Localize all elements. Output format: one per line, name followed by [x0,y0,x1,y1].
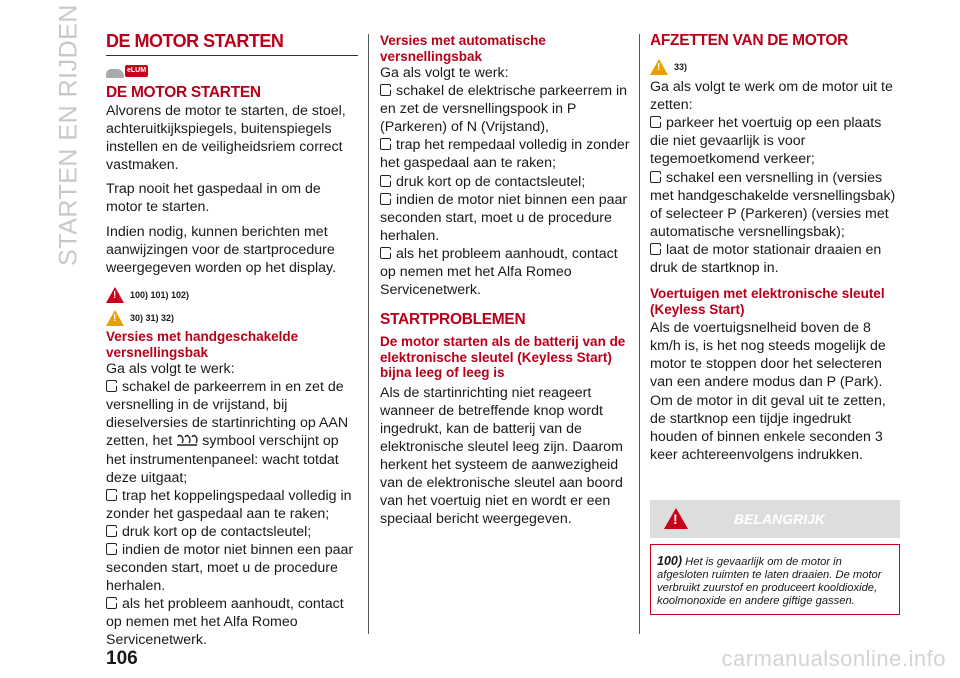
reference-numbers: 33) [674,62,688,72]
reference-numbers: 30) 31) 32) [130,312,175,323]
list-item: schakel de elektrische parkeerrem in en zet de versnellingspook in P (Parkeren) of N (Vrijstand), [380,83,628,136]
paragraph: Ga als volgt te werk om de motor uit te zetten: [650,79,893,114]
checkbox-bullet-icon [380,138,391,150]
section-heading: AFZETTEN VAN DE MOTOR [650,32,849,49]
checkbox-bullet-icon [106,597,117,609]
subsection-heading: Versies met handgeschakelde versnellingsbak [106,329,299,360]
checkbox-bullet-icon [380,247,391,259]
paragraph: Ga als volgt te werk: [380,65,509,81]
glow-plug-icon [176,434,198,447]
column-divider [368,34,369,634]
section-heading: DE MOTOR STARTEN [106,84,261,101]
caution-reference [106,309,358,327]
section-heading: STARTPROBLEMEN [380,311,526,329]
checkbox-bullet-icon [380,84,391,96]
checkbox-bullet-icon [106,489,117,501]
column-right [650,30,900,615]
warning-label: BELANGRIJK [734,510,826,527]
checkbox-bullet-icon [106,525,117,537]
list-item: parkeer het voertuig op een plaats die niet gevaarlijk is voor tegemoetkomend verkeer; [650,115,882,168]
watermark: carmanualsonline.info [721,646,946,671]
checkbox-bullet-icon [380,193,391,205]
paragraph: Ga als volgt te werk: [106,361,235,378]
list-item: druk kort op de contactsleutel; [380,173,630,191]
warning-triangle-icon [664,508,688,529]
warning-text: Het is gevaarlijk om de motor in afgesloten ruimten te laten draaien. De motor verbruikt zuurstof en produceert kooldioxide, koolmonoxide en andere giftige gassen. [657,555,882,607]
warning-number: 100) [657,553,683,568]
subsection-heading: Voertuigen met elektronische sleutel (Keyless Start) [650,286,885,317]
page-number: 106 [106,648,138,669]
warning-reference [106,286,358,304]
warning-triangle-icon [106,287,124,303]
warning-box [650,544,900,615]
paragraph: Alvorens de motor te starten, de stoel, achteruitkijkspiegels, buitenspiegels instellen en de veiligheidsriem correct vastmaken. [106,103,346,174]
checkbox-bullet-icon [650,243,661,255]
list-item: trap het koppelingspedaal volledig in zonder het gaspedaal aan te raken; [106,487,352,522]
list-item: schakel de parkeerrem in en zet de versnelling in de vrijstand, bij dieselversies de startinrichting op AAN zetten, het symbool verschijnt op het instrumentenpaneel: wacht totdat deze uitgaat; [106,379,349,486]
checkbox-bullet-icon [106,380,117,392]
list-item: schakel een versnelling in (versies met handgeschakelde versnellingsbak) of selecteer P (Parkeren) (versies met automatische versnellingsbak); [650,169,896,240]
section-side-title: STARTEN EN RIJDEN [54,4,83,266]
list-item: als het probleem aanhoudt, contact op nemen met het Alfa Romeo Servicenetwerk. [106,596,344,649]
caution-triangle-icon [650,59,668,75]
elum-indicator [106,64,358,78]
elum-badge: eLUM [125,65,148,77]
paragraph: Als de voertuigsnelheid boven de 8 km/h is, is het nog steeds mogelijk de motor te stoppen door het selecteren van een andere modus dan P (Park). Om de motor in dit geval uit te zetten, de startknop een tijdje ingedrukt houden of binnen enkele seconden 3 keer achtereenvolgens indrukken. [650,320,886,463]
list-item: indien de motor niet binnen een paar seconden start, moet u de procedure herhalen. [106,541,354,595]
column-left [106,30,358,650]
caution-triangle-icon [106,310,124,326]
list-item: laat de motor stationair draaien en druk de startknop in. [650,241,882,277]
car-icon [106,69,124,78]
column-divider [639,34,640,634]
column-middle [380,30,630,528]
checkbox-bullet-icon [650,116,661,128]
paragraph: Als de startinrichting niet reageert wanneer de betreffende knop wordt ingedrukt, kan de batterij van de elektronische sleutel leeg zijn. Daarom herkent het systeem de aanwezigheid van de elektronische sleutel aan boord van het voertuig niet en wordt er een speciaal bericht weergegeven. [380,384,623,528]
page-title: DE MOTOR STARTEN [106,30,358,56]
caution-reference [650,58,900,76]
checkbox-bullet-icon [380,175,391,187]
paragraph: Trap nooit het gaspedaal in om de motor te starten. [106,181,321,216]
warning-box-header [650,500,900,538]
reference-numbers: 100) 101) 102) [130,289,190,300]
checkbox-bullet-icon [650,171,661,183]
list-item: trap het rempedaal volledig in zonder het gaspedaal aan te raken; [380,137,630,172]
list-item: als het probleem aanhoudt, contact op nemen met het Alfa Romeo Servicenetwerk. [380,245,618,299]
checkbox-bullet-icon [106,543,117,555]
list-item: indien de motor niet binnen een paar seconden start, moet u de procedure herhalen. [380,191,628,244]
list-item: druk kort op de contactsleutel; [106,523,358,541]
subsection-heading: De motor starten als de batterij van de elektronische sleutel (Keyless Start) bijna leeg of leeg is [380,334,626,381]
paragraph: Indien nodig, kunnen berichten met aanwijzingen voor de startprocedure weergegeven worden op het display. [106,223,337,276]
subsection-heading: Versies met automatische versnellingsbak [380,33,546,64]
